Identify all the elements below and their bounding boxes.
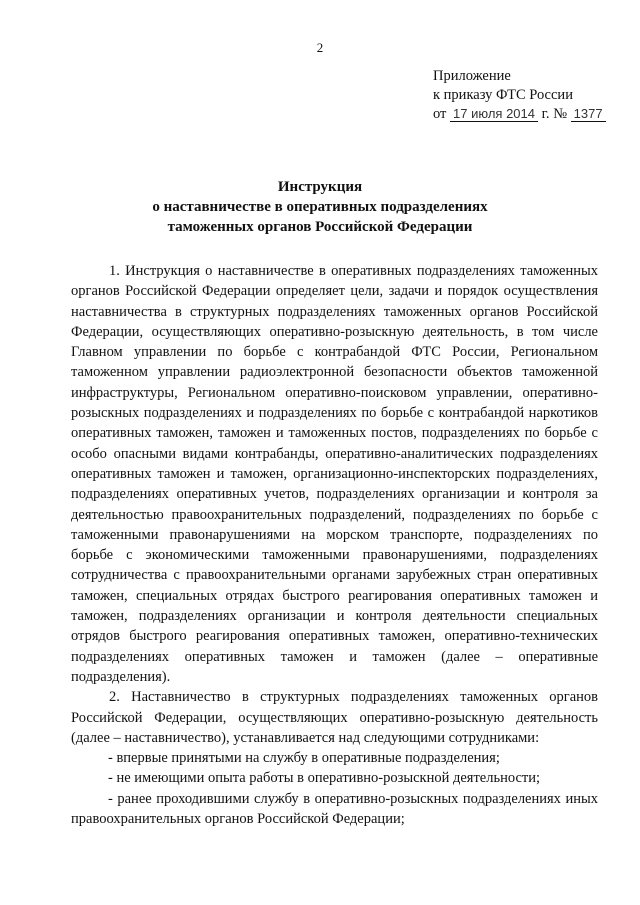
title-line-1: Инструкция bbox=[277, 179, 363, 195]
paragraph-1: 1. Инструкция о наставничестве в оперативных подразделениях таможенных органов Российской Федерации определяет цели, задачи и порядок осуществления наставничества в структурных подразделениях таможенных органов Российской Федерации, осуществляющих оперативно-розыскную деятельность, в том числе Главном управлении по борьбе с контрабандой ФТС России, Региональном таможенном управлении радиоэлектронной безопасности объектов таможенной инфраструктуры, Региональном оперативно-поисковом управлении, оперативно-розыскных подразделениях и подразделениях по борьбе с контрабандой наркотиков оперативных таможен, таможен и таможенных постов, подразделениях по борьбе с особо опасными видами контрабанды, оперативно-аналитических подразделениях оперативных таможен и таможен, организационно-инспекторских подразделениях, подразделениях оперативных учетов, подразделениях организации и контроля за деятельностью правоохранительных подразделений, подразделениях по борьбе с таможенными правонарушениями на морском транспорте, подразделениях по борьбе с экономическими таможенными правонарушениями, подразделениях сотрудничества с правоохранительными органами зарубежных стран оперативных таможен, специальных отрядах быстрого реагирования оперативных таможен и таможен, подразделениях организации и контроля деятельности специальных отрядов быстрого реагирования оперативных таможен, оперативно-технических подразделениях оперативных таможен и таможен (далее – оперативные подразделения). bbox=[71, 263, 598, 685]
date-value: 17 июля 2014 bbox=[450, 107, 538, 122]
title-line-3: таможенных органов Российской Федерации bbox=[167, 219, 473, 235]
date-prefix: от bbox=[433, 106, 447, 122]
document-body bbox=[71, 261, 598, 829]
list-item: - ранее проходившими службу в оперативно-розыскных подразделениях иных правоохранительных органов Российской Федерации; bbox=[71, 790, 598, 828]
appendix-header bbox=[433, 67, 606, 124]
document-title bbox=[0, 177, 640, 237]
list-item: - не имеющими опыта работы в оперативно-розыскной деятельности; bbox=[108, 770, 541, 787]
year-suffix: г. bbox=[541, 106, 550, 122]
list-item: - впервые принятыми на службу в оперативные подразделения; bbox=[108, 750, 500, 767]
appendix-order-ref: к приказу ФТС России bbox=[433, 87, 573, 103]
appendix-label: Приложение bbox=[433, 68, 511, 84]
order-number: 1377 bbox=[571, 107, 606, 122]
paragraph-2: 2. Наставничество в структурных подразделениях таможенных органов Российской Федерации, осуществляющих оперативно-розыскную деятельность (далее – наставничество), устанавливается над следующими сотрудниками: bbox=[71, 689, 598, 746]
title-line-2: о наставничестве в оперативных подразделениях bbox=[152, 199, 488, 215]
appendix-date-line bbox=[433, 105, 606, 124]
number-sign: № bbox=[553, 106, 568, 122]
page-number: 2 bbox=[316, 40, 324, 55]
